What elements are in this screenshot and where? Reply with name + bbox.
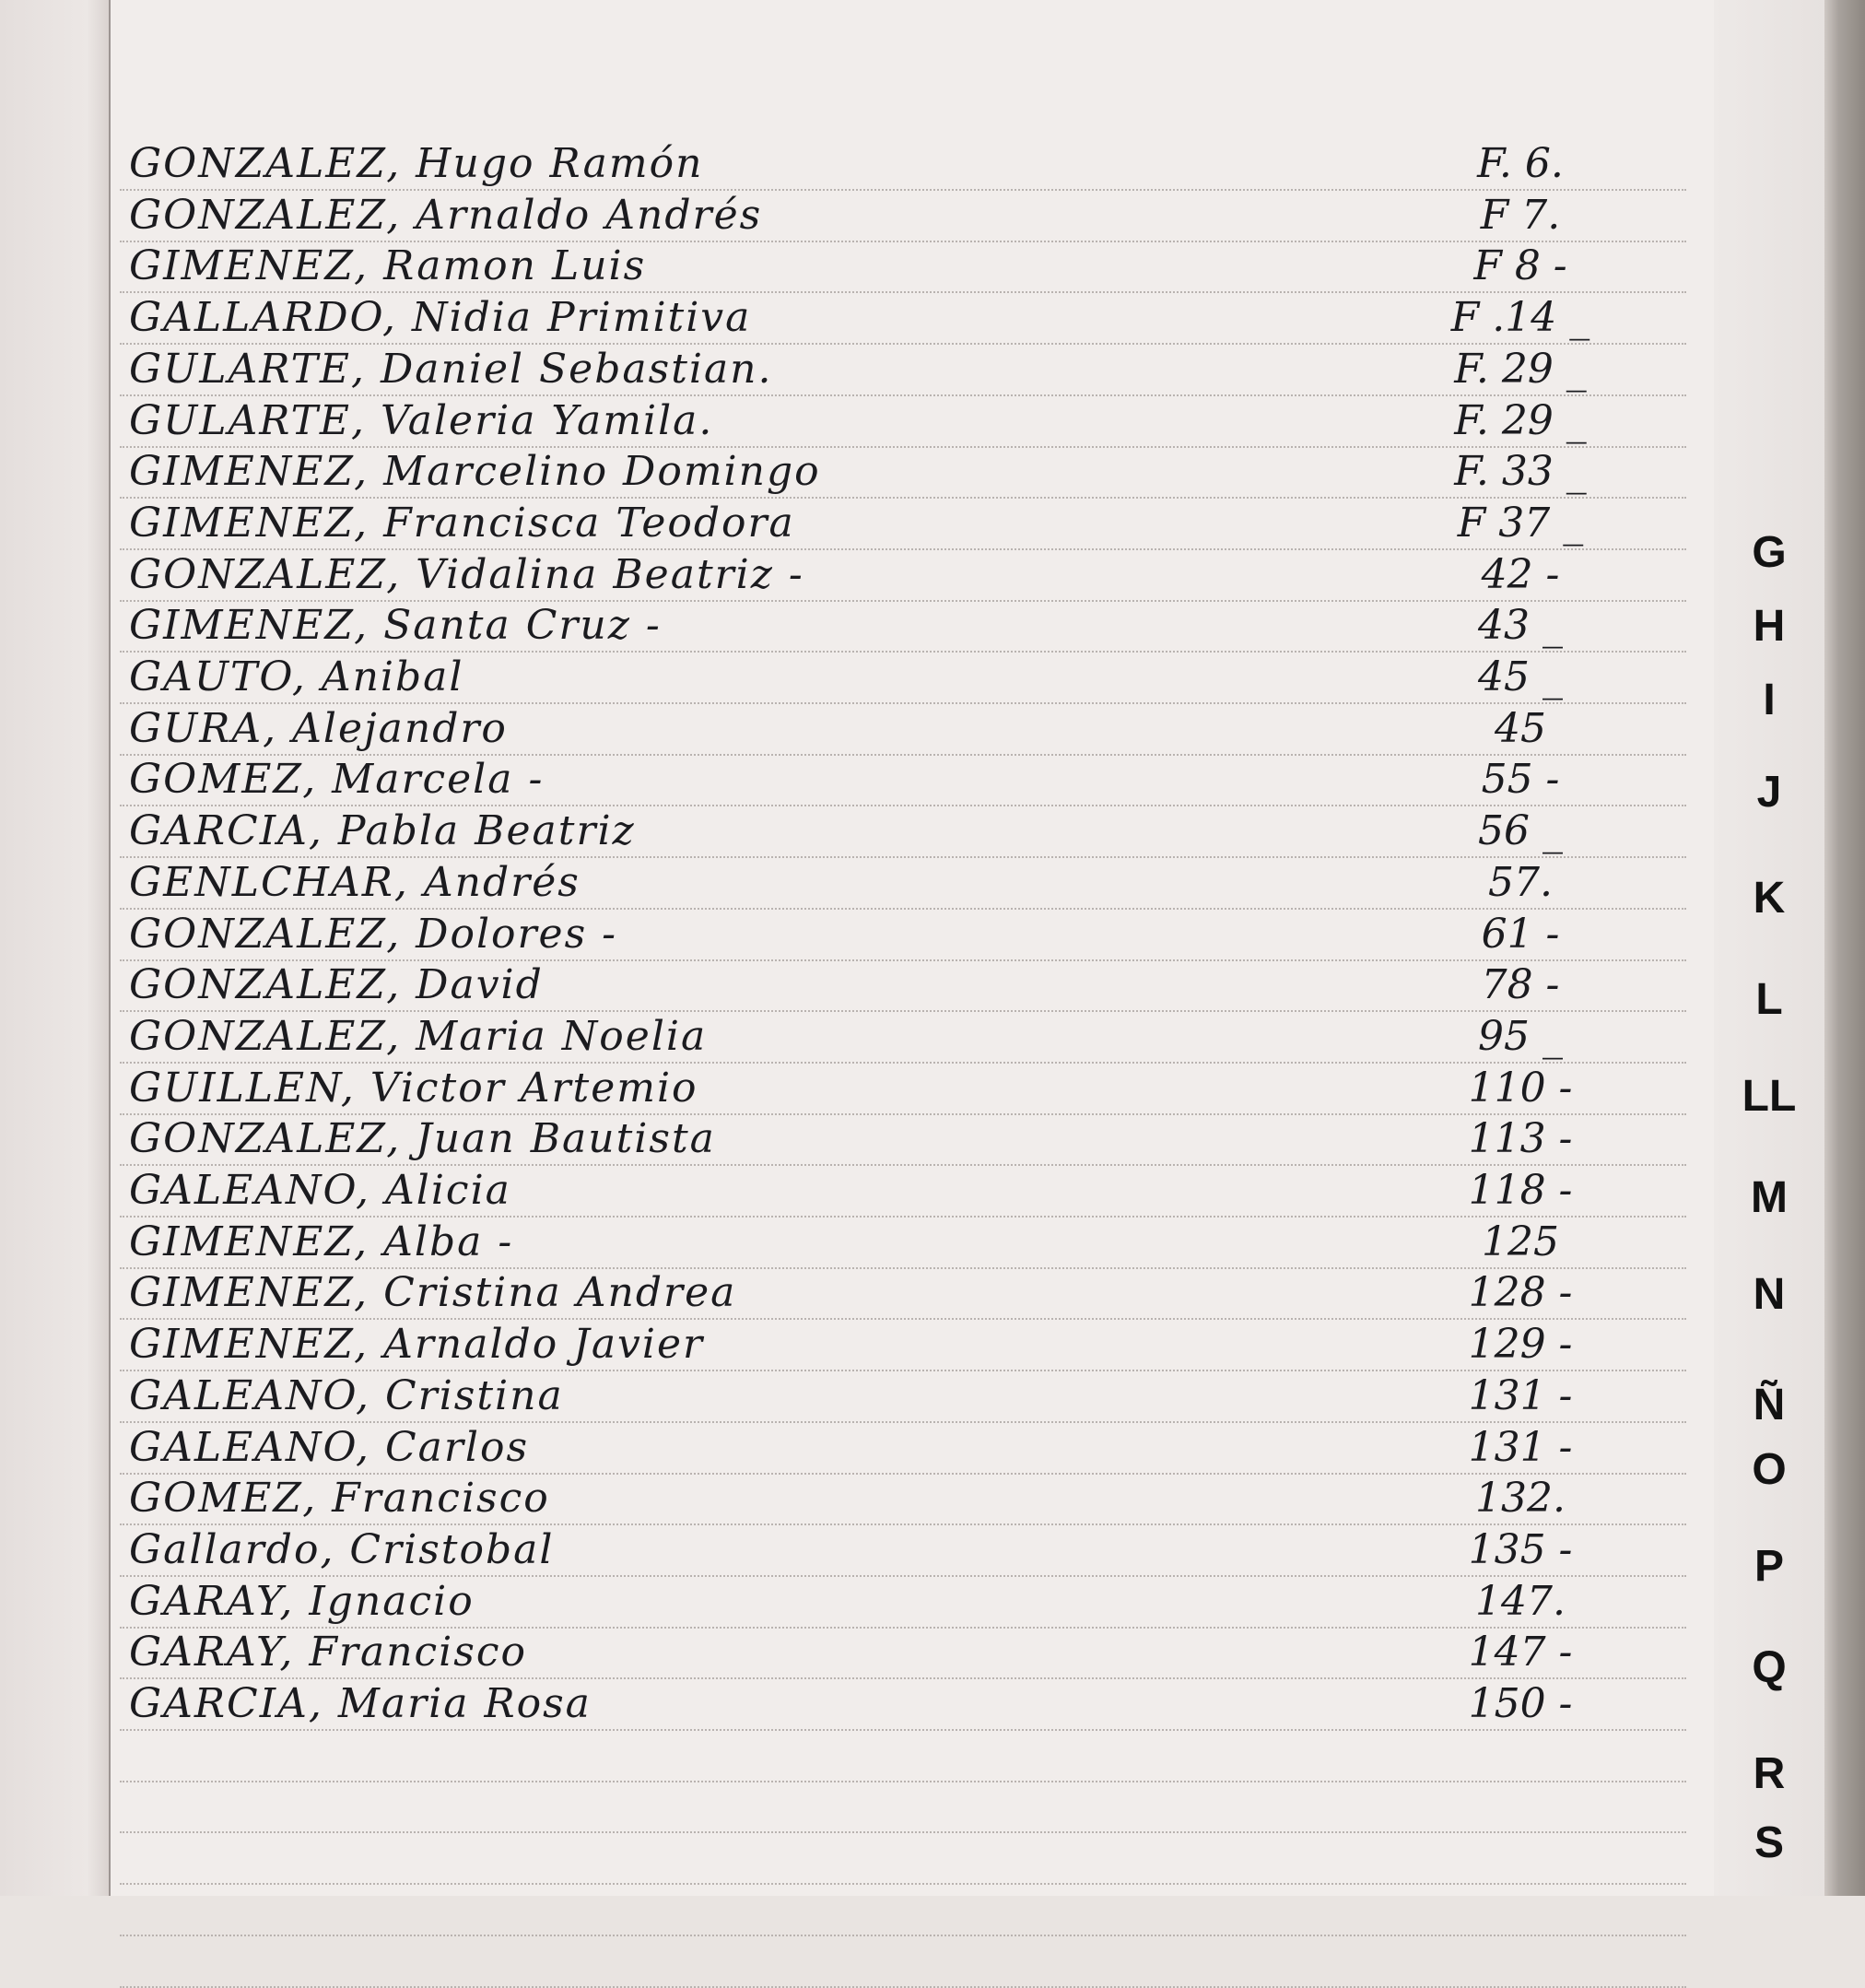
entry-folio: 118 -: [1468, 1167, 1573, 1214]
entry-folio: 42 -: [1481, 551, 1560, 598]
entry-name: GIMENEZ, Marcelino Domingo: [129, 448, 821, 495]
index-tab-letter[interactable]: G: [1752, 528, 1787, 577]
entry-name: GAUTO, Anibal: [129, 653, 464, 700]
entry-folio: 147.: [1475, 1578, 1566, 1625]
index-tab-letter[interactable]: H: [1753, 602, 1786, 651]
entry-name: GARCIA, Pabla Beatriz: [129, 807, 636, 854]
entry-name: GIMENEZ, Santa Cruz -: [129, 602, 662, 649]
index-tab-letter[interactable]: M: [1751, 1173, 1788, 1222]
entry-name: GONZALEZ, Hugo Ramón: [129, 140, 704, 187]
entry-folio: 95 _: [1478, 1013, 1563, 1060]
index-tab-letter[interactable]: L: [1755, 975, 1783, 1024]
entry-name: GALEANO, Carlos: [129, 1424, 530, 1471]
entry-name: GARAY, Ignacio: [129, 1578, 475, 1625]
alphabet-tab-strip: [1714, 0, 1824, 1896]
entry-folio: F. 33 _: [1454, 448, 1587, 495]
entry-folio: F 37 _: [1457, 500, 1584, 547]
entry-folio: 57.: [1488, 859, 1553, 906]
entry-name: GONZALEZ, Arnaldo Andrés: [129, 192, 763, 239]
index-tab-letter[interactable]: I: [1763, 676, 1776, 724]
entry-name: GIMENEZ, Francisca Teodora: [129, 500, 795, 547]
index-tab-letter[interactable]: J: [1756, 768, 1782, 817]
index-tab-letter[interactable]: S: [1754, 1818, 1784, 1867]
entry-folio: 128 -: [1468, 1269, 1573, 1316]
index-tab-letter[interactable]: N: [1753, 1270, 1786, 1319]
entry-folio: F .14 _: [1450, 294, 1590, 341]
ruled-line: [120, 1831, 1686, 1833]
entry-folio: 150 -: [1468, 1680, 1573, 1727]
entry-folio: 45: [1495, 705, 1546, 752]
entry-folio: 78 -: [1481, 961, 1560, 1008]
entry-folio: 131 -: [1468, 1372, 1573, 1419]
entry-folio: 132.: [1475, 1475, 1566, 1522]
entry-name: GUILLEN, Victor Artemio: [129, 1065, 698, 1112]
entry-name: GOMEZ, Francisco: [129, 1475, 550, 1522]
index-tab-letter[interactable]: O: [1752, 1445, 1787, 1494]
ruled-line: [120, 1781, 1686, 1782]
ruled-line: [120, 1883, 1686, 1885]
entry-name: GIMENEZ, Ramon Luis: [129, 242, 647, 289]
entry-folio: F. 29 _: [1454, 397, 1587, 444]
entry-name: GONZALEZ, Vidalina Beatriz -: [129, 551, 804, 598]
entry-name: GONZALEZ, Dolores -: [129, 911, 618, 958]
entry-name: GENLCHAR, Andrés: [129, 859, 581, 906]
entry-folio: F 7.: [1480, 192, 1561, 239]
entry-folio: 125: [1482, 1218, 1559, 1265]
entry-folio: 113 -: [1468, 1115, 1573, 1162]
index-tab-letter[interactable]: Ñ: [1753, 1381, 1786, 1429]
entry-name: GALEANO, Cristina: [129, 1372, 564, 1419]
entry-name: GARAY, Francisco: [129, 1629, 527, 1676]
entry-folio: 55 -: [1481, 756, 1560, 803]
entry-name: Gallardo, Cristobal: [129, 1526, 555, 1573]
entry-name: GIMENEZ, Alba -: [129, 1218, 514, 1265]
ruled-line: [120, 1935, 1686, 1936]
entry-name: GOMEZ, Marcela -: [129, 756, 545, 803]
index-tab-letter[interactable]: Q: [1752, 1643, 1787, 1692]
entry-name: GALLARDO, Nidia Primitiva: [129, 294, 752, 341]
entry-name: GIMENEZ, Cristina Andrea: [129, 1269, 737, 1316]
entry-name: GONZALEZ, Juan Bautista: [129, 1115, 716, 1162]
entry-folio: 56 _: [1478, 807, 1563, 854]
entry-folio: F. 6.: [1477, 140, 1564, 187]
entry-name: GIMENEZ, Arnaldo Javier: [129, 1321, 705, 1368]
entry-folio: F. 29 _: [1454, 346, 1587, 393]
entry-folio: 61 -: [1481, 911, 1560, 958]
entry-folio: 110 -: [1468, 1065, 1573, 1112]
notebook-binding: [1824, 0, 1865, 1896]
entry-folio: 147 -: [1468, 1629, 1573, 1676]
entry-folio: 43 _: [1478, 602, 1563, 649]
index-tab-letter[interactable]: LL: [1742, 1072, 1797, 1121]
entry-folio: F 8 -: [1473, 242, 1567, 289]
entry-folio: 131 -: [1468, 1424, 1573, 1471]
entry-name: GURA, Alejandro: [129, 705, 508, 752]
entry-folio: 129 -: [1468, 1321, 1573, 1368]
entry-folio: 135 -: [1468, 1526, 1573, 1573]
index-tab-letter[interactable]: K: [1753, 874, 1786, 923]
entry-name: GULARTE, Valeria Yamila.: [129, 397, 714, 444]
entry-name: GULARTE, Daniel Sebastian.: [129, 346, 773, 393]
left-page-edge: [0, 0, 111, 1896]
index-tab-letter[interactable]: R: [1753, 1749, 1786, 1798]
index-tab-letter[interactable]: P: [1754, 1542, 1784, 1591]
entry-name: GARCIA, Maria Rosa: [129, 1680, 592, 1727]
entry-folio: 45 _: [1478, 653, 1563, 700]
entry-name: GONZALEZ, Maria Noelia: [129, 1013, 708, 1060]
entry-name: GALEANO, Alicia: [129, 1167, 511, 1214]
entry-name: GONZALEZ, David: [129, 961, 544, 1008]
